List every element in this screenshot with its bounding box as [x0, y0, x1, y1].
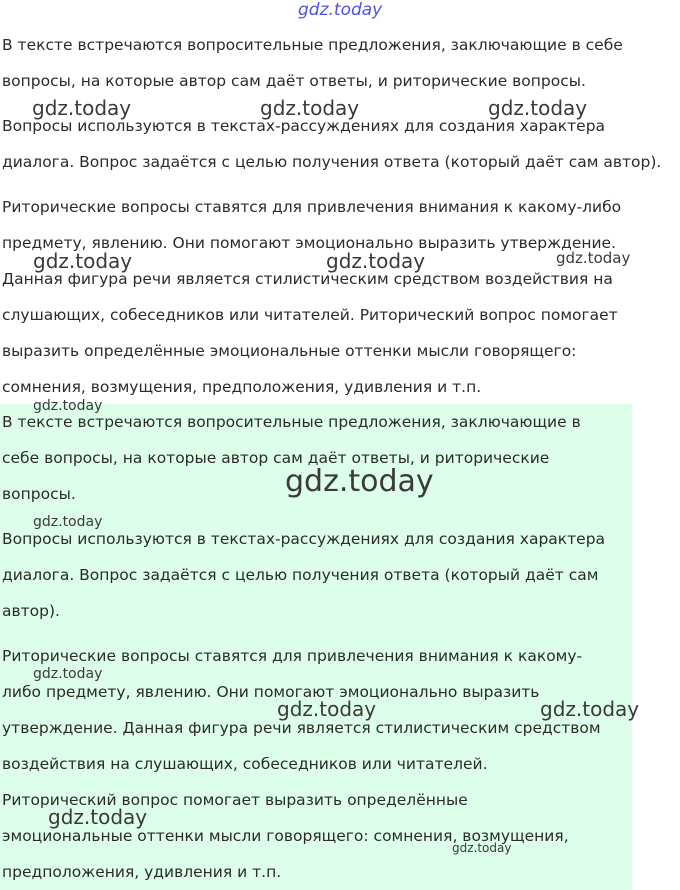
text-line: утверждение. Данная фигура речи является стилистическим средством — [2, 719, 601, 737]
watermark: gdz.today — [33, 398, 103, 414]
watermark: gdz.today — [32, 96, 132, 120]
text-line: В тексте встречаются вопросительные предложения, заключающие в себе — [2, 36, 623, 54]
text-line: Вопросы используются в текстах-рассуждениях для создания характера — [2, 117, 606, 135]
text-line: диалога. Вопрос задаётся с целью получения ответа (который даёт сам — [2, 566, 599, 584]
text-line: Риторический вопрос помогает выразить определённые — [2, 791, 468, 809]
text-line: сомнения, возмущения, предположения, удивления и т.п. — [2, 378, 482, 396]
watermark: gdz.today — [33, 666, 103, 682]
watermark: gdz.today — [260, 96, 360, 120]
text-line: Риторические вопросы ставятся для привлечения внимания к какому-либо — [2, 198, 622, 216]
watermark: gdz.today — [556, 249, 631, 267]
watermark: gdz.today — [488, 96, 588, 120]
text-line: эмоциональные оттенки мысли говорящего: сомнения, возмущения, — [2, 827, 569, 845]
watermark: gdz.today — [33, 249, 133, 273]
watermark: gdz.today — [48, 805, 148, 829]
text-line: выразить определённые эмоциональные оттенки мысли говорящего: — [2, 342, 577, 360]
text-line: либо предмету, явлению. Они помогают эмоционально выразить — [2, 683, 540, 701]
text-line: вопросы. — [2, 485, 76, 503]
text-line: воздействия на слушающих, собеседников или читателей. — [2, 755, 488, 773]
green-paragraph-4 — [2, 782, 569, 890]
text-line: Данная фигура речи является стилистическим средством воздействия на — [2, 270, 613, 288]
text-line: Вопросы используются в текстах-рассуждениях для создания характера — [2, 530, 606, 548]
watermark: gdz.today — [277, 697, 377, 721]
top-paragraph-1 — [2, 27, 623, 99]
top-paragraph-3 — [2, 189, 621, 405]
text-line: В тексте встречаются вопросительные предложения, заключающие в — [2, 413, 581, 431]
green-paragraph-2 — [2, 521, 605, 629]
watermark: gdz.today — [298, 0, 383, 20]
text-line: Риторические вопросы ставятся для привлечения внимания к какому- — [2, 647, 583, 665]
watermark: gdz.today — [452, 841, 512, 855]
watermark: gdz.today — [33, 514, 103, 530]
text-line: вопросы, на которые автор сам даёт ответы, и риторические вопросы. — [2, 72, 586, 90]
text-line: диалога. Вопрос задаётся с целью получения ответа (который даёт сам автор). — [2, 153, 662, 171]
watermark: gdz.today — [285, 464, 434, 499]
watermark: gdz.today — [326, 249, 426, 273]
text-line: себе вопросы, на которые автор сам даёт ответы, и риторические — [2, 449, 550, 467]
text-line: слушающих, собеседников или читателей. Риторический вопрос помогает — [2, 306, 618, 324]
text-line: автор). — [2, 602, 60, 620]
watermark: gdz.today — [540, 697, 640, 721]
text-line: предположения, удивления и т.п. — [2, 863, 282, 881]
text-line: предмету, явлению. Они помогают эмоционально выразить утверждение. — [2, 234, 617, 252]
